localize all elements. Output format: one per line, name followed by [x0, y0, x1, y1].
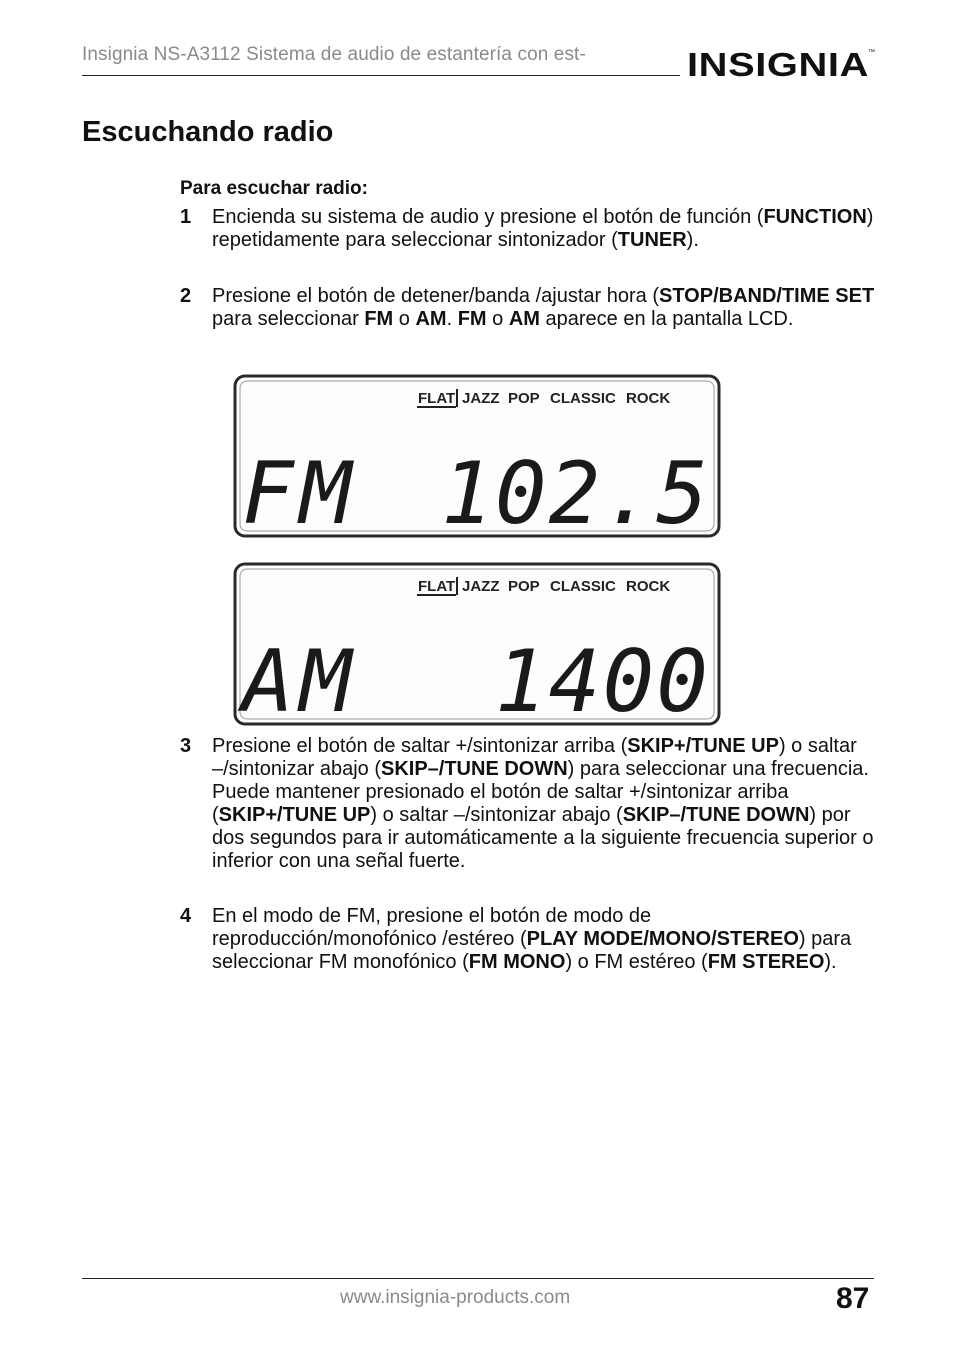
- lcd-band-readout: AM: [242, 632, 358, 727]
- bold-run: FUNCTION: [763, 206, 867, 228]
- procedure-heading: Para escuchar radio:: [180, 178, 368, 199]
- text-run: ).: [686, 229, 699, 251]
- step-number: 4: [180, 905, 192, 927]
- bold-run: FM STEREO: [707, 951, 825, 973]
- text-run: ) para seleccionar FM monofónico (: [212, 928, 852, 973]
- eq-mode-label: FLAT: [418, 578, 456, 595]
- logo-trademark: ™: [868, 49, 875, 56]
- text-run: para seleccionar: [212, 308, 365, 330]
- eq-mode-label: ROCK: [626, 578, 671, 595]
- eq-mode-label: POP: [508, 578, 540, 595]
- text-run: ).: [824, 951, 837, 973]
- text-run: o: [393, 308, 416, 330]
- lcd-display-fm: [232, 373, 722, 539]
- bold-run: SKIP+/TUNE UP: [218, 804, 371, 826]
- footer-url: www.insignia-products.com: [340, 1287, 571, 1308]
- eq-mode-label: FLAT: [418, 390, 456, 407]
- step-text: [212, 206, 877, 252]
- eq-mode-label: JAZZ: [462, 390, 500, 407]
- step-text: [212, 735, 877, 873]
- bold-run: AM: [415, 308, 447, 330]
- text-run: Presione el botón de saltar +/sintonizar arriba (: [212, 735, 628, 757]
- eq-mode-label: ROCK: [626, 390, 671, 407]
- text-run: .: [446, 308, 458, 330]
- lcd-frequency-readout: 1400: [494, 632, 710, 727]
- eq-mode-label: JAZZ: [462, 578, 500, 595]
- eq-mode-label: CLASSIC: [550, 578, 616, 595]
- text-run: ) por dos segundos para ir automáticamente a la siguiente frecuencia superior o inferior con una señal fuerte.: [212, 804, 874, 872]
- bold-run: FM: [457, 308, 487, 330]
- bold-run: SKIP+/TUNE UP: [627, 735, 779, 757]
- eq-mode-label: POP: [508, 390, 540, 407]
- step-text: [212, 285, 877, 331]
- text-run: ) para seleccionar una frecuencia. Puede mantener presionado el botón de saltar +/sintonizar arriba (: [212, 758, 869, 826]
- eq-mode-label: CLASSIC: [550, 390, 616, 407]
- bold-run: FM: [364, 308, 394, 330]
- running-header: Insignia NS-A3112 Sistema de audio de estantería con est-: [82, 44, 586, 65]
- step-number: 2: [180, 285, 192, 307]
- bold-run: STOP/BAND/TIME SET: [658, 285, 875, 307]
- lcd-frequency-readout: 102.5: [441, 444, 710, 539]
- text-run: ) o saltar –/sintonizar abajo (: [212, 735, 857, 780]
- lcd-display-am: [232, 561, 722, 727]
- step-number: 3: [180, 735, 192, 757]
- text-run: Presione el botón de detener/banda /ajustar hora (: [212, 285, 659, 307]
- bold-run: PLAY MODE/MONO/STEREO: [526, 928, 799, 950]
- header-divider: [82, 75, 680, 76]
- text-run: Encienda su sistema de audio y presione el botón de función (: [212, 206, 764, 228]
- lcd-band-readout: FM: [242, 444, 358, 539]
- text-run: ) o saltar –/sintonizar abajo (: [370, 804, 623, 826]
- text-run: aparece en la pantalla LCD.: [539, 308, 794, 330]
- bold-run: SKIP–/TUNE DOWN: [380, 758, 568, 780]
- text-run: ) o FM estéreo (: [565, 951, 708, 973]
- text-run: En el modo de FM, presione el botón de modo de reproducción/monofónico /estéreo (: [212, 905, 652, 950]
- text-run: o: [486, 308, 509, 330]
- insignia-logo: [685, 40, 880, 90]
- step-number: 1: [180, 206, 192, 228]
- section-title: Escuchando radio: [82, 116, 334, 148]
- page-number: 87: [836, 1282, 870, 1315]
- text-run: ) repetidamente para seleccionar sintonizador (: [212, 206, 874, 251]
- step-text: [212, 905, 877, 974]
- bold-run: TUNER: [617, 229, 687, 251]
- bold-run: FM MONO: [468, 951, 566, 973]
- bold-run: AM: [508, 308, 540, 330]
- bold-run: SKIP–/TUNE DOWN: [622, 804, 810, 826]
- footer-divider: [82, 1278, 874, 1279]
- logo-wordmark: INSIGNIA: [687, 46, 869, 83]
